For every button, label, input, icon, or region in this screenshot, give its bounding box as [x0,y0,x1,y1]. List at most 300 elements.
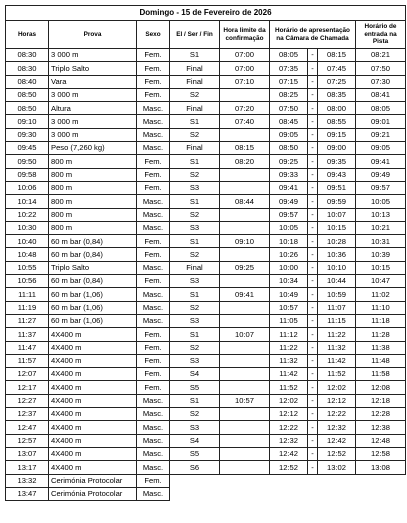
time-cell: 10:14 [6,195,49,208]
phase-cell: S4 [170,368,220,381]
track-entry-cell: 13:08 [356,461,406,474]
table-row [6,447,406,460]
table-row [6,368,406,381]
time-cell: 10:30 [6,221,49,234]
phase-cell: S2 [170,128,220,141]
confirmation-time-cell: 09:41 [220,288,270,301]
call-room-end-cell: 12:42 [318,434,356,447]
call-room-separator: - [308,447,318,460]
table-row [6,301,406,314]
event-cell: 4X400 m [49,394,137,407]
event-cell: 3 000 m [49,128,137,141]
table-row [6,314,406,327]
track-entry-cell: 11:38 [356,341,406,354]
phase-cell: S1 [170,288,220,301]
call-room-end-cell: 11:07 [318,301,356,314]
call-room-end-cell: 11:52 [318,368,356,381]
call-room-separator: - [308,248,318,261]
confirmation-time-cell: 10:07 [220,328,270,341]
track-entry-cell: 10:39 [356,248,406,261]
table-row [6,408,406,421]
call-room-start-cell: 10:49 [270,288,308,301]
event-cell: 4X400 m [49,381,137,394]
event-cell: 3 000 m [49,88,137,101]
confirmation-time-cell [220,181,270,194]
table-row [6,115,406,128]
call-room-separator: - [308,434,318,447]
track-entry-cell: 10:31 [356,235,406,248]
call-room-start-cell: 12:32 [270,434,308,447]
schedule-body [6,49,406,501]
table-row [6,62,406,75]
time-cell: 11:27 [6,314,49,327]
track-entry-cell: 09:21 [356,128,406,141]
gender-cell: Masc. [137,142,170,155]
time-cell: 12:57 [6,434,49,447]
confirmation-time-cell: 10:57 [220,394,270,407]
call-room-separator: - [308,354,318,367]
gender-cell: Fem. [137,155,170,168]
call-room-end-cell: 09:59 [318,195,356,208]
call-room-start-cell: 07:50 [270,102,308,115]
confirmation-time-cell [220,354,270,367]
track-entry-cell: 12:18 [356,394,406,407]
schedule-sheet [5,5,406,501]
call-room-start-cell: 10:00 [270,261,308,274]
time-cell: 12:27 [6,394,49,407]
call-room-separator: - [308,314,318,327]
confirmation-time-cell [220,314,270,327]
confirmation-time-cell: 07:00 [220,49,270,62]
time-cell: 09:30 [6,128,49,141]
confirmation-time-cell [220,301,270,314]
call-room-start-cell: 11:22 [270,341,308,354]
call-room-start-cell: 11:05 [270,314,308,327]
gender-cell: Fem. [137,368,170,381]
time-cell: 10:56 [6,275,49,288]
gender-cell: Fem. [137,168,170,181]
confirmation-time-cell [220,341,270,354]
phase-cell: S2 [170,248,220,261]
gender-cell: Masc. [137,115,170,128]
event-cell: Cerimónia Protocolar [49,474,137,487]
call-room-separator: - [308,142,318,155]
call-room-separator: - [308,88,318,101]
gender-cell: Masc. [137,394,170,407]
call-room-separator: - [308,408,318,421]
call-room-end-cell: 12:12 [318,394,356,407]
gender-cell: Fem. [137,62,170,75]
gender-cell: Masc. [137,208,170,221]
call-room-separator: - [308,62,318,75]
track-entry-cell: 11:10 [356,301,406,314]
call-room-separator: - [308,261,318,274]
call-room-start-cell: 08:25 [270,88,308,101]
track-entry-cell: 11:28 [356,328,406,341]
track-entry-cell: 09:05 [356,142,406,155]
phase-cell: S1 [170,394,220,407]
track-entry-cell: 11:18 [356,314,406,327]
event-cell: 800 m [49,168,137,181]
call-room-separator: - [308,221,318,234]
event-cell: 60 m bar (0,84) [49,235,137,248]
table-row [6,341,406,354]
call-room-start-cell: 12:02 [270,394,308,407]
gender-cell: Fem. [137,354,170,367]
gender-cell: Fem. [137,275,170,288]
event-cell: 60 m bar (0,84) [49,275,137,288]
track-entry-cell: 12:28 [356,408,406,421]
confirmation-time-cell [220,461,270,474]
table-row [6,381,406,394]
gender-cell: Masc. [137,314,170,327]
time-cell: 10:48 [6,248,49,261]
event-cell: 3 000 m [49,49,137,62]
call-room-separator: - [308,155,318,168]
time-cell: 09:58 [6,168,49,181]
event-cell: 60 m bar (1,06) [49,301,137,314]
gender-cell: Fem. [137,235,170,248]
phase-cell: S3 [170,275,220,288]
gender-cell: Fem. [137,88,170,101]
table-row [6,75,406,88]
header-entrada: Horário de entrada na Pista [356,21,406,49]
event-cell: 4X400 m [49,447,137,460]
phase-cell: Final [170,102,220,115]
track-entry-cell: 12:58 [356,447,406,460]
time-cell: 12:17 [6,381,49,394]
gender-cell: Fem. [137,49,170,62]
gender-cell: Masc. [137,261,170,274]
phase-cell: S3 [170,314,220,327]
call-room-separator: - [308,102,318,115]
gender-cell: Masc. [137,447,170,460]
event-cell: 60 m bar (1,06) [49,314,137,327]
event-cell: 60 m bar (0,84) [49,248,137,261]
time-cell: 11:57 [6,354,49,367]
table-row [6,102,406,115]
call-room-start-cell: 12:22 [270,421,308,434]
confirmation-time-cell [220,221,270,234]
call-room-end-cell: 11:15 [318,314,356,327]
event-cell: 800 m [49,181,137,194]
call-room-start-cell: 07:15 [270,75,308,88]
call-room-separator: - [308,75,318,88]
header-prova: Prova [49,21,137,49]
time-cell: 12:37 [6,408,49,421]
phase-cell: S1 [170,328,220,341]
call-room-separator: - [308,421,318,434]
table-row [6,394,406,407]
track-entry-cell: 08:21 [356,49,406,62]
call-room-end-cell: 08:35 [318,88,356,101]
call-room-start-cell: 12:12 [270,408,308,421]
time-cell: 10:06 [6,181,49,194]
track-entry-cell: 10:13 [356,208,406,221]
call-room-separator: - [308,275,318,288]
call-room-separator: - [308,181,318,194]
call-room-start-cell: 10:26 [270,248,308,261]
call-room-end-cell: 10:36 [318,248,356,261]
confirmation-time-cell [220,434,270,447]
call-room-end-cell: 10:44 [318,275,356,288]
gender-cell: Fem. [137,248,170,261]
header-confirmacao: Hora limite da confirmação [220,21,270,49]
phase-cell: S2 [170,408,220,421]
gender-cell: Masc. [137,102,170,115]
call-room-separator: - [308,235,318,248]
schedule-title: Domingo - 15 de Fevereiro de 2026 [6,6,406,21]
ceremony-row [6,474,406,487]
call-room-start-cell: 09:05 [270,128,308,141]
time-cell: 08:30 [6,62,49,75]
call-room-start-cell: 12:42 [270,447,308,460]
event-cell: 800 m [49,195,137,208]
gender-cell: Masc. [137,221,170,234]
phase-cell: S2 [170,168,220,181]
call-room-start-cell: 08:05 [270,49,308,62]
time-cell: 11:19 [6,301,49,314]
call-room-separator: - [308,128,318,141]
call-room-separator: - [308,115,318,128]
event-cell: Triplo Salto [49,62,137,75]
call-room-end-cell: 11:32 [318,341,356,354]
confirmation-time-cell [220,408,270,421]
table-row [6,275,406,288]
time-cell: 09:45 [6,142,49,155]
event-cell: 4X400 m [49,328,137,341]
call-room-separator: - [308,49,318,62]
time-cell: 13:07 [6,447,49,460]
event-cell: 800 m [49,221,137,234]
table-row [6,235,406,248]
track-entry-cell: 07:50 [356,62,406,75]
confirmation-time-cell: 08:44 [220,195,270,208]
call-room-start-cell: 09:49 [270,195,308,208]
event-cell: 4X400 m [49,421,137,434]
event-cell: Vara [49,75,137,88]
phase-cell: S3 [170,354,220,367]
event-cell: 60 m bar (1,06) [49,288,137,301]
table-row [6,221,406,234]
track-entry-cell: 11:02 [356,288,406,301]
gender-cell: Fem. [137,474,170,487]
table-row [6,142,406,155]
call-room-end-cell: 10:15 [318,221,356,234]
call-room-start-cell: 11:42 [270,368,308,381]
confirmation-time-cell: 08:20 [220,155,270,168]
phase-cell: S2 [170,301,220,314]
call-room-start-cell: 09:41 [270,181,308,194]
confirmation-time-cell [220,368,270,381]
confirmation-time-cell: 09:10 [220,235,270,248]
call-room-end-cell: 12:32 [318,421,356,434]
track-entry-cell: 09:57 [356,181,406,194]
gender-cell: Masc. [137,301,170,314]
call-room-separator: - [308,368,318,381]
time-cell: 11:11 [6,288,49,301]
confirmation-time-cell [220,88,270,101]
call-room-end-cell: 11:22 [318,328,356,341]
track-entry-cell: 10:21 [356,221,406,234]
event-cell: 3 000 m [49,115,137,128]
confirmation-time-cell [220,128,270,141]
call-room-separator: - [308,381,318,394]
gender-cell: Fem. [137,328,170,341]
call-room-end-cell: 08:15 [318,49,356,62]
time-cell: 09:50 [6,155,49,168]
time-cell: 12:07 [6,368,49,381]
call-room-start-cell: 10:18 [270,235,308,248]
ceremony-row [6,487,406,500]
track-entry-cell: 09:49 [356,168,406,181]
call-room-separator: - [308,288,318,301]
phase-cell: S5 [170,447,220,460]
event-cell: Triplo Salto [49,261,137,274]
schedule-table [5,5,406,501]
time-cell: 08:40 [6,75,49,88]
time-cell: 08:30 [6,49,49,62]
event-cell: 4X400 m [49,434,137,447]
call-room-start-cell: 10:34 [270,275,308,288]
gender-cell: Masc. [137,421,170,434]
track-entry-cell: 08:05 [356,102,406,115]
call-room-end-cell: 09:51 [318,181,356,194]
phase-cell: S6 [170,461,220,474]
call-room-start-cell: 11:52 [270,381,308,394]
call-room-end-cell: 09:15 [318,128,356,141]
call-room-separator: - [308,341,318,354]
call-room-start-cell: 09:57 [270,208,308,221]
call-room-separator: - [308,394,318,407]
call-room-start-cell: 08:45 [270,115,308,128]
call-room-start-cell: 08:50 [270,142,308,155]
phase-cell: Final [170,75,220,88]
table-row [6,434,406,447]
call-room-end-cell: 13:02 [318,461,356,474]
call-room-start-cell: 07:35 [270,62,308,75]
table-row [6,288,406,301]
gender-cell: Fem. [137,341,170,354]
phase-cell: S1 [170,49,220,62]
call-room-separator: - [308,208,318,221]
call-room-start-cell: 12:52 [270,461,308,474]
track-entry-cell: 10:15 [356,261,406,274]
event-cell: Cerimónia Protocolar [49,487,137,500]
call-room-end-cell: 07:25 [318,75,356,88]
track-entry-cell: 11:48 [356,354,406,367]
track-entry-cell: 10:05 [356,195,406,208]
call-room-end-cell: 09:35 [318,155,356,168]
track-entry-cell: 09:01 [356,115,406,128]
confirmation-time-cell: 09:25 [220,261,270,274]
header-fase: El / Ser / Fin [170,21,220,49]
confirmation-time-cell: 07:10 [220,75,270,88]
track-entry-cell: 10:47 [356,275,406,288]
table-row [6,155,406,168]
event-cell: Altura [49,102,137,115]
time-cell: 10:22 [6,208,49,221]
confirmation-time-cell: 07:40 [220,115,270,128]
time-cell: 13:17 [6,461,49,474]
time-cell: 08:50 [6,102,49,115]
phase-cell: Final [170,62,220,75]
header-horas: Horas [6,21,49,49]
call-room-separator: - [308,461,318,474]
confirmation-time-cell [220,381,270,394]
event-cell: Peso (7,260 kg) [49,142,137,155]
call-room-end-cell: 08:00 [318,102,356,115]
time-cell: 08:50 [6,88,49,101]
confirmation-time-cell: 07:00 [220,62,270,75]
time-cell: 10:40 [6,235,49,248]
event-cell: 4X400 m [49,408,137,421]
call-room-separator: - [308,328,318,341]
table-row [6,248,406,261]
table-row [6,168,406,181]
table-row [6,461,406,474]
phase-cell: S2 [170,208,220,221]
track-entry-cell: 12:38 [356,421,406,434]
call-room-end-cell: 10:59 [318,288,356,301]
phase-cell: S4 [170,434,220,447]
confirmation-time-cell: 08:15 [220,142,270,155]
event-cell: 4X400 m [49,461,137,474]
gender-cell: Masc. [137,128,170,141]
track-entry-cell: 09:41 [356,155,406,168]
phase-cell: S3 [170,181,220,194]
call-room-end-cell: 10:10 [318,261,356,274]
call-room-end-cell: 09:43 [318,168,356,181]
time-cell: 11:37 [6,328,49,341]
phase-cell: S1 [170,155,220,168]
table-row [6,88,406,101]
table-row [6,208,406,221]
call-room-separator: - [308,301,318,314]
phase-cell: Final [170,142,220,155]
phase-cell: S5 [170,381,220,394]
phase-cell: Final [170,261,220,274]
gender-cell: Masc. [137,434,170,447]
call-room-start-cell: 09:25 [270,155,308,168]
phase-cell: S2 [170,88,220,101]
event-cell: 800 m [49,208,137,221]
call-room-start-cell: 10:57 [270,301,308,314]
time-cell: 11:47 [6,341,49,354]
gender-cell: Masc. [137,408,170,421]
gender-cell: Masc. [137,487,170,500]
track-entry-cell: 11:58 [356,368,406,381]
time-cell: 10:55 [6,261,49,274]
table-row [6,421,406,434]
table-row [6,128,406,141]
event-cell: 4X400 m [49,368,137,381]
table-row [6,49,406,62]
gender-cell: Masc. [137,288,170,301]
phase-cell: S1 [170,235,220,248]
call-room-end-cell: 10:07 [318,208,356,221]
gender-cell: Masc. [137,461,170,474]
call-room-end-cell: 12:52 [318,447,356,460]
header-apresentacao: Horário de apresentação na Câmara de Chamada [270,21,356,49]
time-cell: 13:47 [6,487,49,500]
track-entry-cell: 12:08 [356,381,406,394]
time-cell: 13:32 [6,474,49,487]
phase-cell: S1 [170,195,220,208]
call-room-end-cell: 08:55 [318,115,356,128]
confirmation-time-cell [220,168,270,181]
gender-cell: Fem. [137,75,170,88]
